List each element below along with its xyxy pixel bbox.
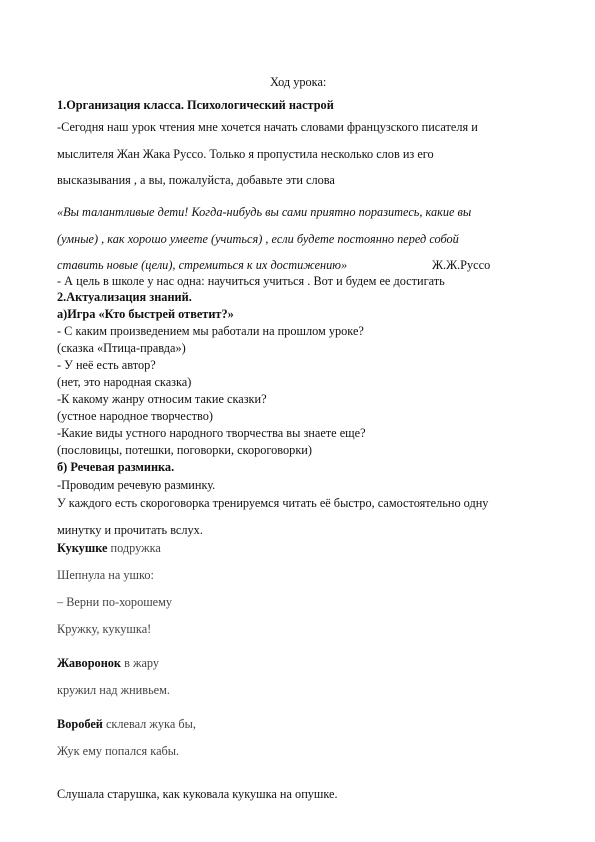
qa-line-1: - С каким произведением мы работали на прошлом уроке? — [57, 324, 364, 338]
poem1-first-line — [57, 541, 161, 555]
poem1-line-4: Кружку, кукушка! — [57, 622, 152, 636]
poem3-bold-word: Воробей — [57, 717, 103, 731]
poem1-line-2: Шепнула на ушко: — [57, 568, 154, 582]
poem1-rest: подружка — [107, 541, 161, 555]
goal-line: - А цель в школе у нас одна: научиться учиться . Вот и будем ее достигать — [57, 274, 445, 288]
poem3-first-line — [57, 717, 196, 731]
section2-heading: 2.Актуализация знаний. — [57, 290, 192, 304]
qa-line-4: (нет, это народная сказка) — [57, 375, 192, 389]
intro-line-1: -Сегодня наш урок чтения мне хочется начать словами французского писателя и — [57, 120, 478, 134]
quote-line-3 — [57, 258, 347, 272]
qa-line-8: (пословицы, потешки, поговорки, скороговорки) — [57, 443, 312, 457]
poem2-line-2: кружил над жнивьем. — [57, 683, 170, 697]
final-line: Слушала старушка, как куковала кукушка на опушке. — [57, 787, 338, 801]
warmup-line-1: -Проводим речевую разминку. — [57, 478, 216, 492]
poem1-bold-word: Кукушке — [57, 541, 108, 555]
qa-line-6: (устное народное творчество) — [57, 409, 213, 423]
section1-heading: 1.Организация класса. Психологический настрой — [57, 98, 334, 112]
warmup-line-3: минутку и прочитать вслух. — [57, 523, 203, 537]
warmup-heading: б) Речевая разминка. — [57, 460, 175, 474]
quote-line-3-text: ставить новые (цели), стремиться к их достижению» — [57, 258, 348, 272]
poem1-line-3: – Верни по-хорошему — [57, 595, 173, 609]
poem2-first-line — [57, 656, 159, 670]
poem3-rest: склевал жука бы, — [102, 717, 196, 731]
intro-line-3: высказывания , а вы, пожалуйста, добавьте эти слова — [57, 173, 335, 187]
game-heading: а)Игра «Кто быстрей ответит?» — [57, 307, 234, 321]
poem2-rest: в жару — [121, 656, 160, 670]
quote-author: Ж.Ж.Руссо — [432, 258, 491, 272]
qa-line-7: -Какие виды устного народного творчества вы знаете еще? — [57, 426, 366, 440]
qa-line-2: (сказка «Птица-правда») — [57, 341, 186, 355]
warmup-line-2: У каждого есть скороговорка тренируемся читать её быстро, самостоятельно одну — [57, 496, 489, 510]
lesson-title: Ход урока: — [270, 75, 327, 89]
qa-line-3: - У неё есть автор? — [57, 358, 156, 372]
quote-line-1: «Вы талантливые дети! Когда-нибудь вы сами приятно поразитесь, какие вы — [57, 205, 472, 219]
poem3-line-2: Жук ему попался кабы. — [57, 744, 180, 758]
intro-line-2: мыслителя Жан Жака Руссо. Только я пропустила несколько слов из его — [57, 147, 434, 161]
poem2-bold-word: Жаворонок — [57, 656, 122, 670]
qa-line-5: -К какому жанру относим такие сказки? — [57, 392, 267, 406]
quote-line-2: (умные) , как хорошо умеете (учиться) , если будете постоянно перед собой — [57, 232, 459, 246]
